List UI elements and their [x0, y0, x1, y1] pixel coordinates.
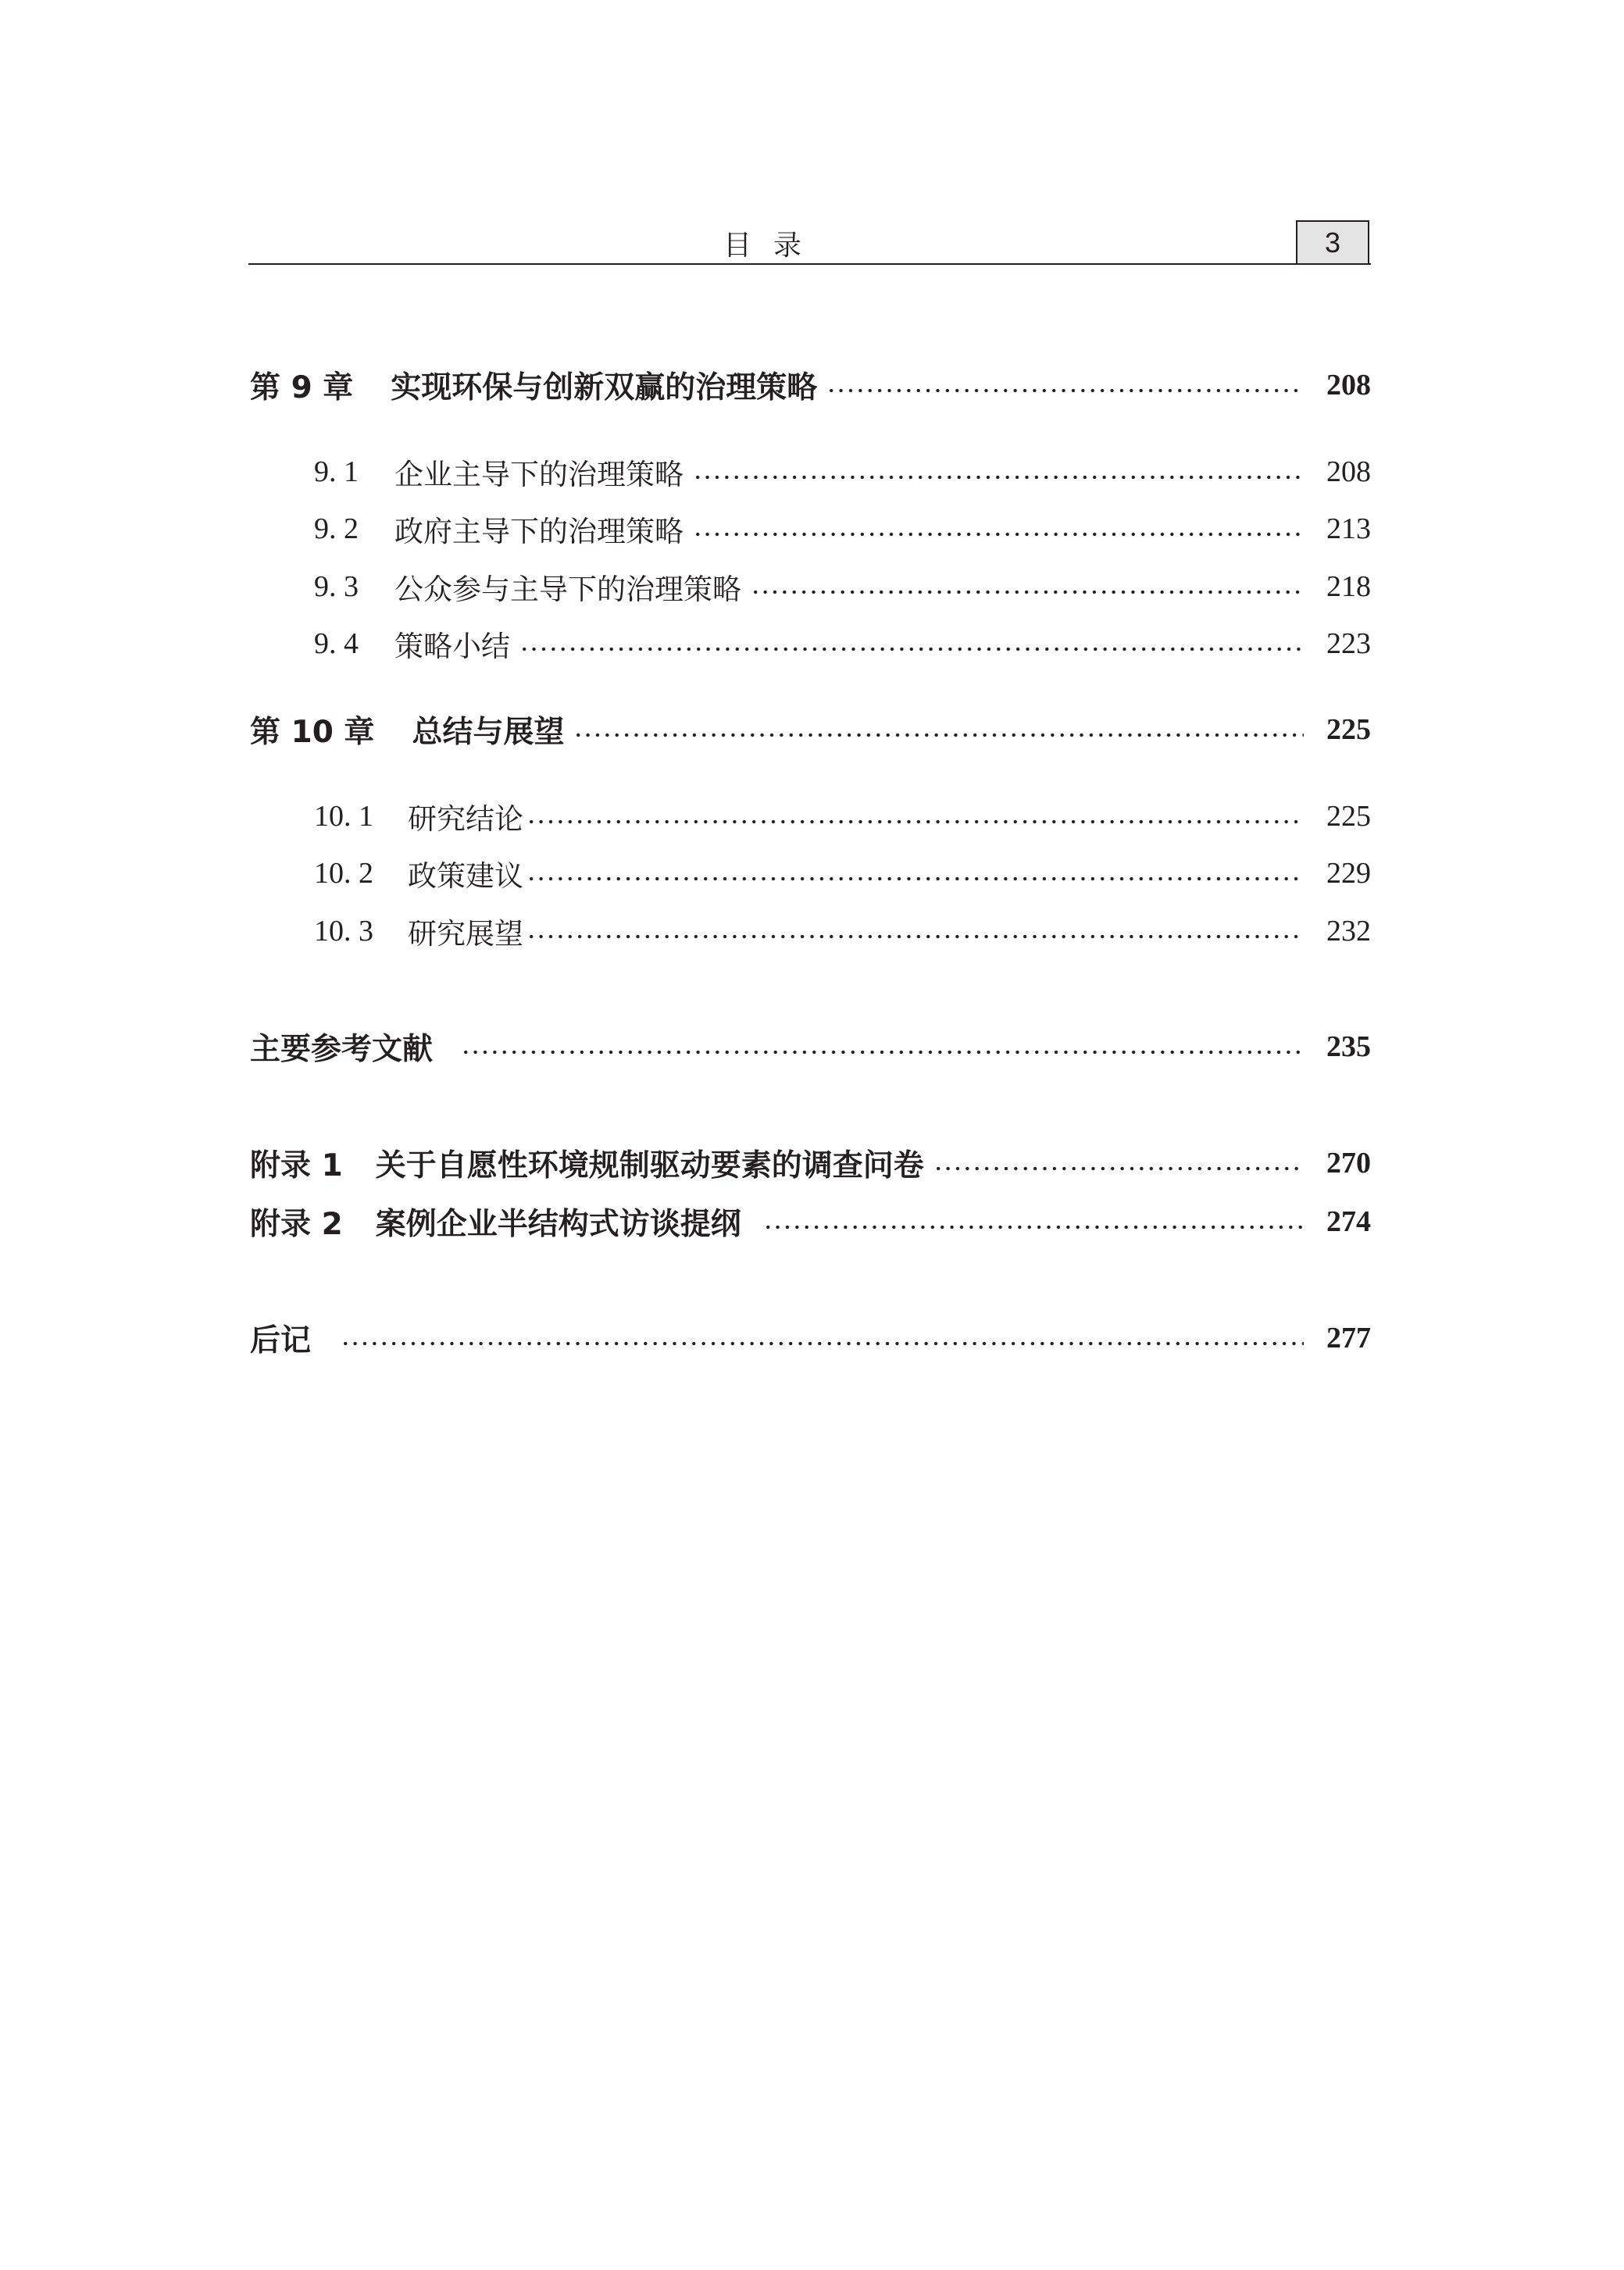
toc-entry-references[interactable]: [250, 1023, 1371, 1070]
toc-entry-title: 政策建议: [408, 859, 523, 893]
dot-leader: [693, 448, 1304, 495]
toc-entry-title: 政府主导下的治理策略: [394, 515, 684, 548]
toc-entry-page: 208: [1326, 455, 1371, 488]
dot-leader: [693, 505, 1304, 552]
toc-entry-title: 后记: [250, 1323, 312, 1358]
toc-entry-number: 9. 1: [314, 455, 359, 488]
dot-leader: [519, 620, 1304, 667]
toc-entry-number: 10. 3: [314, 915, 373, 948]
toc-entry-page: 232: [1326, 915, 1371, 948]
toc-entry-page: 208: [1326, 369, 1371, 402]
toc-entry-title: 策略小结: [394, 630, 510, 663]
toc-entry-number: 10. 2: [314, 857, 373, 890]
toc-entry-section-9-4[interactable]: [250, 620, 1371, 667]
toc-entry-section-10-1[interactable]: [250, 793, 1371, 840]
toc-entry-number: 第 10 章: [250, 715, 375, 750]
toc-entry-postscript[interactable]: [250, 1315, 1371, 1362]
toc-entry-number: 第 9 章: [250, 370, 354, 405]
toc-entry-title: 实现环保与创新双赢的治理策略: [391, 370, 818, 405]
running-header-title: 目录: [723, 229, 823, 262]
toc-entry-page: 223: [1326, 627, 1371, 660]
toc-entry-page: 277: [1326, 1322, 1371, 1355]
toc-entry-title: 企业主导下的治理策略: [394, 458, 684, 491]
toc-entry-section-10-3[interactable]: [250, 908, 1371, 955]
toc-entry-number: 附录 1: [250, 1148, 343, 1183]
toc-entry-appendix-2[interactable]: [250, 1198, 1371, 1245]
toc-entry-section-9-1[interactable]: [250, 448, 1371, 495]
dot-leader: [751, 563, 1304, 610]
toc-entry-title: 研究结论: [408, 802, 523, 836]
toc-entry-section-10-2[interactable]: [250, 850, 1371, 897]
dot-leader: [526, 793, 1304, 840]
toc-entry-title: 总结与展望: [412, 715, 565, 750]
header-rule: [248, 263, 1371, 265]
dot-leader: [573, 706, 1304, 753]
toc-entry-number: 10. 1: [314, 800, 373, 833]
toc-entry-number: 附录 2: [250, 1207, 343, 1242]
dot-leader: [933, 1140, 1304, 1187]
toc-entry-title: 研究展望: [408, 917, 523, 951]
dot-leader: [526, 908, 1304, 955]
toc-entry-title: 主要参考文献: [250, 1032, 434, 1067]
toc-entry-section-9-3[interactable]: [250, 563, 1371, 610]
page-number-box: 3: [1296, 220, 1369, 263]
dot-leader: [526, 850, 1304, 897]
toc-entry-title: 案例企业半结构式访谈提纲: [375, 1207, 741, 1242]
dot-leader: [341, 1315, 1304, 1362]
toc-entry-page: 274: [1326, 1205, 1371, 1238]
dot-leader: [826, 362, 1304, 409]
toc-entry-number: 9. 3: [314, 570, 359, 603]
toc-entry-page: 213: [1326, 512, 1371, 545]
toc-entry-title: 公众参与主导下的治理策略: [394, 573, 741, 606]
toc-entry-page: 225: [1326, 713, 1371, 746]
toc-entry-chapter-10[interactable]: [250, 706, 1371, 753]
toc-entry-chapter-9[interactable]: [250, 362, 1371, 409]
toc-entry-number: 9. 4: [314, 627, 359, 660]
toc-entry-appendix-1[interactable]: [250, 1140, 1371, 1187]
dot-leader: [763, 1198, 1304, 1245]
toc-entry-page: 229: [1326, 857, 1371, 890]
toc-entry-page: 225: [1326, 800, 1371, 833]
toc-entry-number: 9. 2: [314, 512, 359, 545]
toc-entry-page: 235: [1326, 1030, 1371, 1063]
toc-entry-title: 关于自愿性环境规制驱动要素的调查问卷: [375, 1148, 924, 1183]
toc-entry-page: 270: [1326, 1147, 1371, 1180]
toc-entry-page: 218: [1326, 570, 1371, 603]
dot-leader: [461, 1023, 1304, 1070]
toc-entry-section-9-2[interactable]: [250, 505, 1371, 552]
